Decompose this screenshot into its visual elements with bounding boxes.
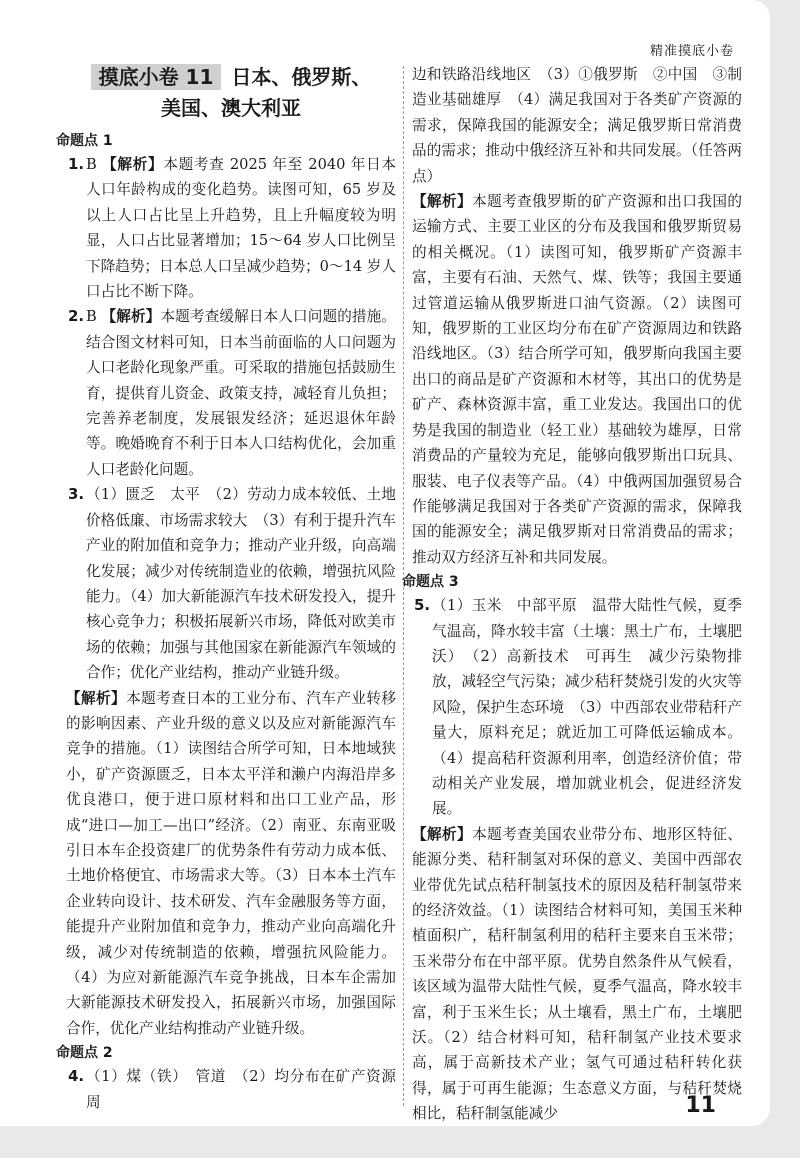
title-line2: 美国、澳大利亚 <box>161 96 301 120</box>
right-column <box>402 62 742 1126</box>
answer-text: （1）玉米 中部平原 温带大陆性气候，夏季气温高，降水较丰富（土壤：黑土广布，土壤肥沃） （2）高新技术 可再生 减少污染物排放，减轻空气污染；减少秸秆焚烧引发的火灾等风险，保护生态环境 （3）中西部农业带秸秆产量大，原料充足；就近加工可降低运输成本。（4）提高秸秆资源利用率，创造经济价值；带动相关产业发展，增加就业机会，促进经济发展。 <box>432 597 742 818</box>
analysis-text: 本题考查俄罗斯的矿产资源和出口我国的运输方式、主要工业区的分布及我国和俄罗斯贸易的相关概况。（1）读图可知，俄罗斯矿产资源丰富，主要有石油、天然气、煤、铁等；我国主要通过管道运输从俄罗斯进口油气资源。（2）读图可知，俄罗斯的工业区均分布在矿产资源周边和铁路沿线地区。（3）结合所学可知，俄罗斯向我国主要出口的商品是矿产资源和木材等，其出口的优势是矿产、森林资源丰富，重工业发达。我国出口的优势是我国的制造业（轻工业）基础较为雄厚，日常消费品的产量较为充足，能够向俄罗斯出口玩具、服装、电子仪表等产品。（4）中俄两国加强贸易合作能够满足我国对于各类矿产资源的需求，保障我国的能源安全；满足俄罗斯对日常消费品的需求；推动双方经济互补和共同发展。 <box>412 193 742 566</box>
answer-text: （1）煤（铁） 管道 （2）均分布在矿产资源周 <box>86 1068 396 1111</box>
question-number: 3. <box>68 485 85 504</box>
analysis-text: 本题考查 2025 年至 2040 年日本人口年龄构成的变化趋势。读图可知，65 岁及以上人口占比呈上升趋势，且上升幅度较为明显，人口占比显著增加；15～64 岁人口比例呈下降趋势；日本总人口呈减少趋势；0～14 岁人口占比不断下降。 <box>86 156 396 301</box>
section-heading-3: 命题点 3 <box>402 574 459 591</box>
question-3-analysis <box>66 686 396 1042</box>
analysis-text: 本题考查日本的工业分布、汽车产业转移的影响因素、产业升级的意义以及应对新能源汽车竞争的措施。（1）读图结合所学可知，日本地域狭小，矿产资源匮乏，日本太平洋和濑户内海沿岸多优良港口，便于进口原材料和出口工业产品，形成“进口—加工—出口”经济。（2）南亚、东南亚吸引日本车企投资建厂的优势条件有劳动力成本低、土地价格便宜、市场需求大等。（3）日本本土汽车企业转向设计、技术研发、汽车金融服务等方面，能提升产业附加值和竞争力，推动产业向高端化升级，减少对传统制造的依赖，增强抗风险能力。（4）为应对新能源汽车竞争挑战，日本车企需加大新能源技术研发投入，拓展新兴市场，加强国际合作，优化产业结构推动产业链升级。 <box>66 689 396 1037</box>
question-number: 2. <box>68 307 85 326</box>
question-4-continued: 边和铁路沿线地区 （3）①俄罗斯 ②中国 ③制造业基础雄厚 （4）满足我国对于各类矿产资源的需求，保障我国的能源安全；满足俄罗斯日常消费品的需求；推动中俄经济互补和共同发展。（任答两点） <box>412 66 742 185</box>
page-number: 11 <box>685 1093 716 1118</box>
question-number: 1. <box>68 155 85 173</box>
analysis-tag: 【解析】 <box>412 825 473 843</box>
question-5 <box>412 593 742 822</box>
section-heading-1: 命题点 1 <box>56 133 113 149</box>
title-badge: 摸底小卷 11 <box>91 64 222 90</box>
answer: B <box>86 308 97 326</box>
analysis-tag: 【解析】 <box>101 308 161 326</box>
analysis-text: 本题考查缓解日本人口问题的措施。结合图文材料可知，日本当前面临的人口问题为人口老龄化现象严重。可采取的措施包括鼓励生育，提供育儿资金、政策支持，减轻育儿负担；完善养老制度，发展银发经济；延迟退休年龄等。晚婚晚育不利于日本人口结构优化，会加重人口老龄化问题。 <box>86 308 396 478</box>
question-5-analysis <box>412 822 742 1126</box>
left-column <box>56 62 396 1115</box>
question-3 <box>66 482 396 685</box>
question-number: 4. <box>68 1067 85 1086</box>
question-4 <box>66 1064 396 1115</box>
section-heading-2: 命题点 2 <box>56 1045 113 1062</box>
question-2 <box>66 304 396 482</box>
question-4-analysis <box>412 189 742 570</box>
answer-text: （1）匮乏 太平 （2）劳动力成本较低、土地价格低廉、市场需求较大 （3）有利于提升汽车产业的附加值和竞争力；推动产业升级，向高端化发展；减少对传统制造业的依赖，增强抗风险能力。（4）加大新能源汽车技术研发投入，提升核心竞争力；积极拓展新兴市场，降低对欧美市场的依赖；加强与其他国家在新能源汽车领域的合作；优化产业结构，推动产业链升级。 <box>86 486 396 682</box>
analysis-tag: 【解析】 <box>66 689 127 707</box>
page-title <box>66 62 396 124</box>
header-label: 精准摸底小卷 <box>649 44 734 59</box>
analysis-text: 本题考查美国农业带分布、地形区特征、能源分类、秸秆制氢对环保的意义、美国中西部农业带优先试点秸秆制氢技术的原因及秸秆制氢带来的经济效益。（1）读图结合材料可知，美国玉米种植面积广，秸秆制氢利用的秸秆主要来自玉米带；玉米带分布在中部平原。优势自然条件从气候看，该区域为温带大陆性气候，夏季气温高，降水较丰富，利于玉米生长；从土壤看，黑土广布，土壤肥沃。（2）结合材料可知，秸秆制氢产业技术要求高，属于高新技术产业；氢气可通过秸秆转化获得，属于可再生能源；生态意义方面，与秸秆焚烧相比，秸秆制氢能减少 <box>412 825 742 1123</box>
title-line1: 日本、俄罗斯、 <box>231 65 372 89</box>
question-1 <box>66 152 396 304</box>
answer: B <box>86 156 97 173</box>
analysis-tag: 【解析】 <box>102 156 164 173</box>
question-number: 5. <box>414 596 431 615</box>
analysis-tag: 【解析】 <box>412 193 473 211</box>
